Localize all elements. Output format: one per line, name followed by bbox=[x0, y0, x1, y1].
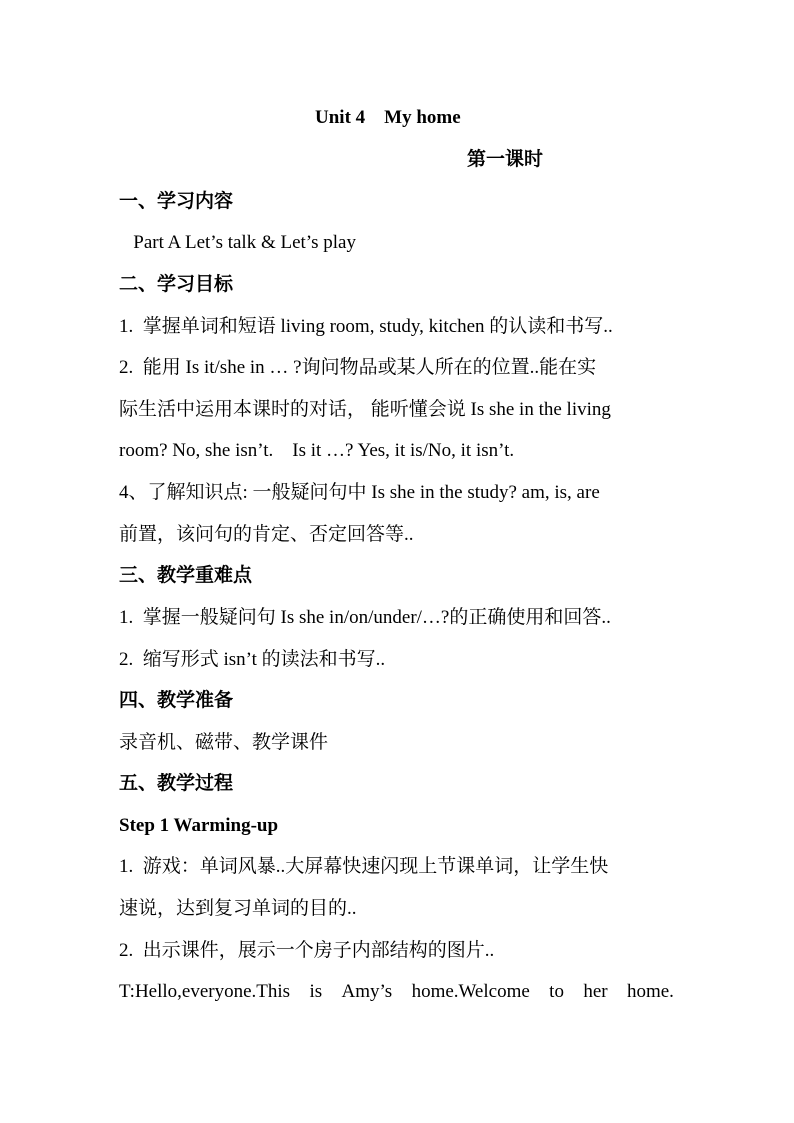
dialogue-word: Amy’s bbox=[341, 981, 393, 1002]
step-1-item-1-line-1: 1. 游戏：单词风暴..大屏幕快速闪现上节课单词，让学生快 bbox=[119, 856, 609, 877]
dialogue-word: is bbox=[309, 981, 323, 1002]
study-content-text: Part A Let’s talk & Let’s play bbox=[119, 232, 356, 253]
dialogue-word: home.Welcome bbox=[411, 981, 530, 1002]
section-heading-process: 五、教学过程 bbox=[119, 773, 234, 794]
step-1-item-1-line-2: 速说，达到复习单词的目的.. bbox=[119, 898, 357, 919]
dialogue-word: her bbox=[583, 981, 608, 1002]
key-point-1: 1. 掌握一般疑问句 Is she in/on/under/…?的正确使用和回答.. bbox=[119, 607, 611, 628]
goal-item-2-line-2: 际生活中运用本课时的对话， 能听懂会说 Is she in the living bbox=[119, 399, 611, 420]
dialogue-word: home. bbox=[626, 981, 674, 1002]
section-heading-key-points: 三、教学重难点 bbox=[119, 565, 253, 586]
section-heading-goals: 二、学习目标 bbox=[119, 274, 234, 295]
page-title: Unit 4 My home bbox=[315, 107, 461, 128]
step-1-item-2: 2. 出示课件，展示一个房子内部结构的图片.. bbox=[119, 940, 495, 961]
step-1-heading: Step 1 Warming-up bbox=[119, 815, 279, 836]
goal-item-4-line-1: 4、了解知识点: 一般疑问句中 Is she in the study? am, is, are bbox=[119, 482, 600, 503]
key-point-2: 2. 缩写形式 isn’t 的读法和书写.. bbox=[119, 649, 386, 670]
teacher-dialogue-line bbox=[119, 982, 674, 1001]
section-heading-study-content: 一、学习内容 bbox=[119, 191, 234, 212]
dialogue-word: to bbox=[549, 981, 564, 1002]
goal-item-2-line-1: 2. 能用 Is it/she in … ?询问物品或某人所在的位置..能在实 bbox=[119, 357, 597, 378]
preparation-text: 录音机、磁带、教学课件 bbox=[119, 732, 329, 753]
goal-item-4-line-2: 前置，该问句的肯定、否定回答等.. bbox=[119, 524, 414, 545]
dialogue-word: T:Hello,everyone.This bbox=[119, 981, 291, 1002]
goal-item-2-line-3: room? No, she isn’t. Is it …? Yes, it is/No, it isn’t. bbox=[119, 440, 515, 461]
goal-item-1: 1. 掌握单词和短语 living room, study, kitchen 的认读和书写.. bbox=[119, 316, 613, 337]
lesson-subtitle: 第一课时 bbox=[467, 149, 544, 170]
section-heading-preparation: 四、教学准备 bbox=[119, 690, 234, 711]
